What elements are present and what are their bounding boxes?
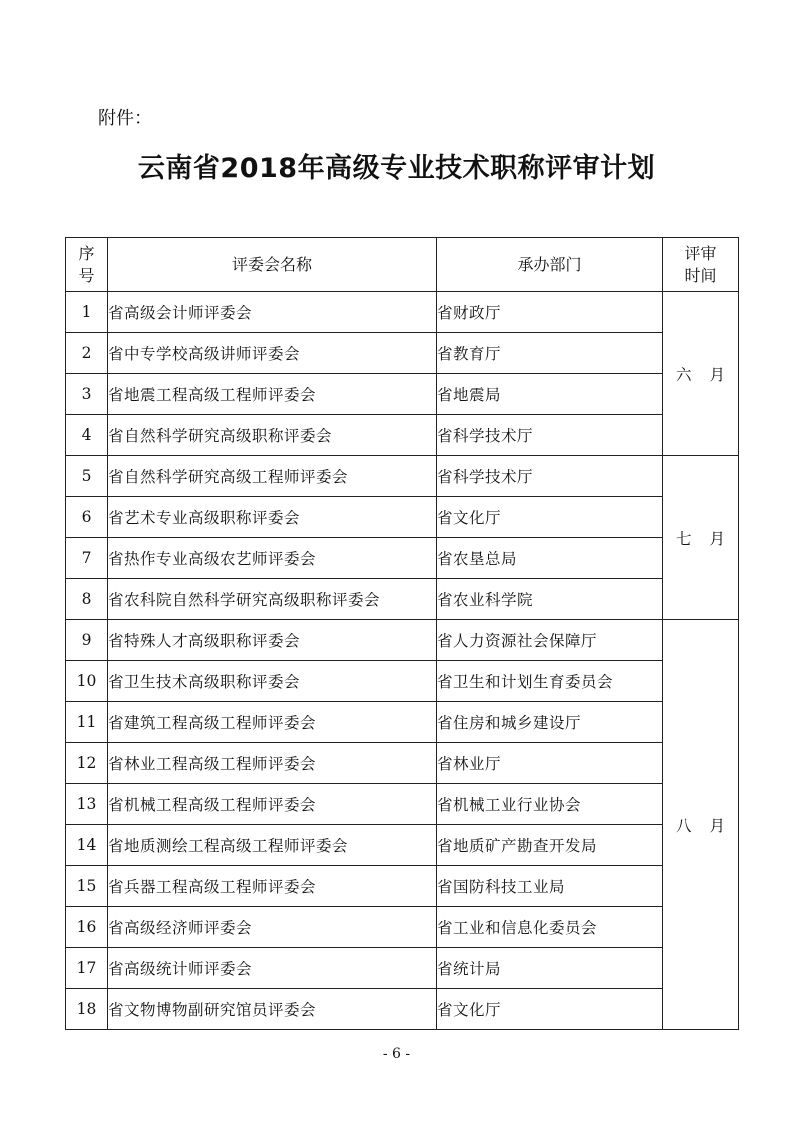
row-number: 1 [66, 292, 108, 333]
row-number: 7 [66, 538, 108, 579]
committee-name: 省农科院自然科学研究高级职称评委会 [108, 579, 437, 620]
organizer-name: 省农垦总局 [437, 538, 663, 579]
table-row [66, 292, 739, 333]
organizer-name: 省文化厅 [437, 497, 663, 538]
table-row [66, 415, 739, 456]
table-row [66, 620, 739, 661]
table-row [66, 538, 739, 579]
header-committee-name: 评委会名称 [108, 238, 437, 292]
table-row [66, 784, 739, 825]
organizer-name: 省地质矿产勘查开发局 [437, 825, 663, 866]
page-number: - 6 - [382, 1046, 411, 1062]
table-row [66, 866, 739, 907]
committee-name: 省林业工程高级工程师评委会 [108, 743, 437, 784]
table-row [66, 825, 739, 866]
month-august: 八 月 [663, 620, 739, 1030]
row-number: 5 [66, 456, 108, 497]
row-number: 4 [66, 415, 108, 456]
organizer-name: 省科学技术厅 [437, 415, 663, 456]
organizer-name: 省教育厅 [437, 333, 663, 374]
table-header-row [66, 238, 739, 292]
row-number: 6 [66, 497, 108, 538]
row-number: 16 [66, 907, 108, 948]
row-number: 9 [66, 620, 108, 661]
row-number: 13 [66, 784, 108, 825]
organizer-name: 省文化厅 [437, 989, 663, 1030]
row-number: 14 [66, 825, 108, 866]
document-title: 云南省2018年高级专业技术职称评审计划 [137, 153, 656, 184]
organizer-name: 省农业科学院 [437, 579, 663, 620]
committee-name: 省自然科学研究高级职称评委会 [108, 415, 437, 456]
committee-name: 省建筑工程高级工程师评委会 [108, 702, 437, 743]
row-number: 3 [66, 374, 108, 415]
table-row [66, 374, 739, 415]
committee-name: 省特殊人才高级职称评委会 [108, 620, 437, 661]
committee-name: 省艺术专业高级职称评委会 [108, 497, 437, 538]
row-number: 2 [66, 333, 108, 374]
committee-name: 省高级经济师评委会 [108, 907, 437, 948]
organizer-name: 省住房和城乡建设厅 [437, 702, 663, 743]
header-organizer: 承办部门 [437, 238, 663, 292]
committee-name: 省热作专业高级农艺师评委会 [108, 538, 437, 579]
organizer-name: 省卫生和计划生育委员会 [437, 661, 663, 702]
organizer-name: 省林业厅 [437, 743, 663, 784]
row-number: 11 [66, 702, 108, 743]
committee-name: 省自然科学研究高级工程师评委会 [108, 456, 437, 497]
month-july: 七 月 [663, 456, 739, 620]
committee-name: 省文物博物副研究馆员评委会 [108, 989, 437, 1030]
header-review-time: 评审 时间 [663, 238, 739, 292]
organizer-name: 省统计局 [437, 948, 663, 989]
organizer-name: 省机械工业行业协会 [437, 784, 663, 825]
table-row [66, 579, 739, 620]
table-row [66, 702, 739, 743]
row-number: 8 [66, 579, 108, 620]
attachment-label: 附件： [98, 108, 152, 129]
committee-name: 省兵器工程高级工程师评委会 [108, 866, 437, 907]
organizer-name: 省地震局 [437, 374, 663, 415]
committee-name: 省高级会计师评委会 [108, 292, 437, 333]
table-row [66, 948, 739, 989]
row-number: 18 [66, 989, 108, 1030]
table-row [66, 333, 739, 374]
table-row [66, 907, 739, 948]
organizer-name: 省人力资源社会保障厅 [437, 620, 663, 661]
organizer-name: 省财政厅 [437, 292, 663, 333]
header-number: 序 号 [66, 238, 108, 292]
row-number: 17 [66, 948, 108, 989]
committee-name: 省机械工程高级工程师评委会 [108, 784, 437, 825]
committee-name: 省中专学校高级讲师评委会 [108, 333, 437, 374]
review-plan-table [65, 237, 739, 1030]
committee-name: 省地质测绘工程高级工程师评委会 [108, 825, 437, 866]
table-row [66, 743, 739, 784]
row-number: 10 [66, 661, 108, 702]
organizer-name: 省科学技术厅 [437, 456, 663, 497]
table-row [66, 661, 739, 702]
organizer-name: 省工业和信息化委员会 [437, 907, 663, 948]
month-june: 六 月 [663, 292, 739, 456]
committee-name: 省地震工程高级工程师评委会 [108, 374, 437, 415]
organizer-name: 省国防科技工业局 [437, 866, 663, 907]
table-row [66, 989, 739, 1030]
table-row [66, 456, 739, 497]
table-row [66, 497, 739, 538]
committee-name: 省高级统计师评委会 [108, 948, 437, 989]
row-number: 12 [66, 743, 108, 784]
row-number: 15 [66, 866, 108, 907]
committee-name: 省卫生技术高级职称评委会 [108, 661, 437, 702]
